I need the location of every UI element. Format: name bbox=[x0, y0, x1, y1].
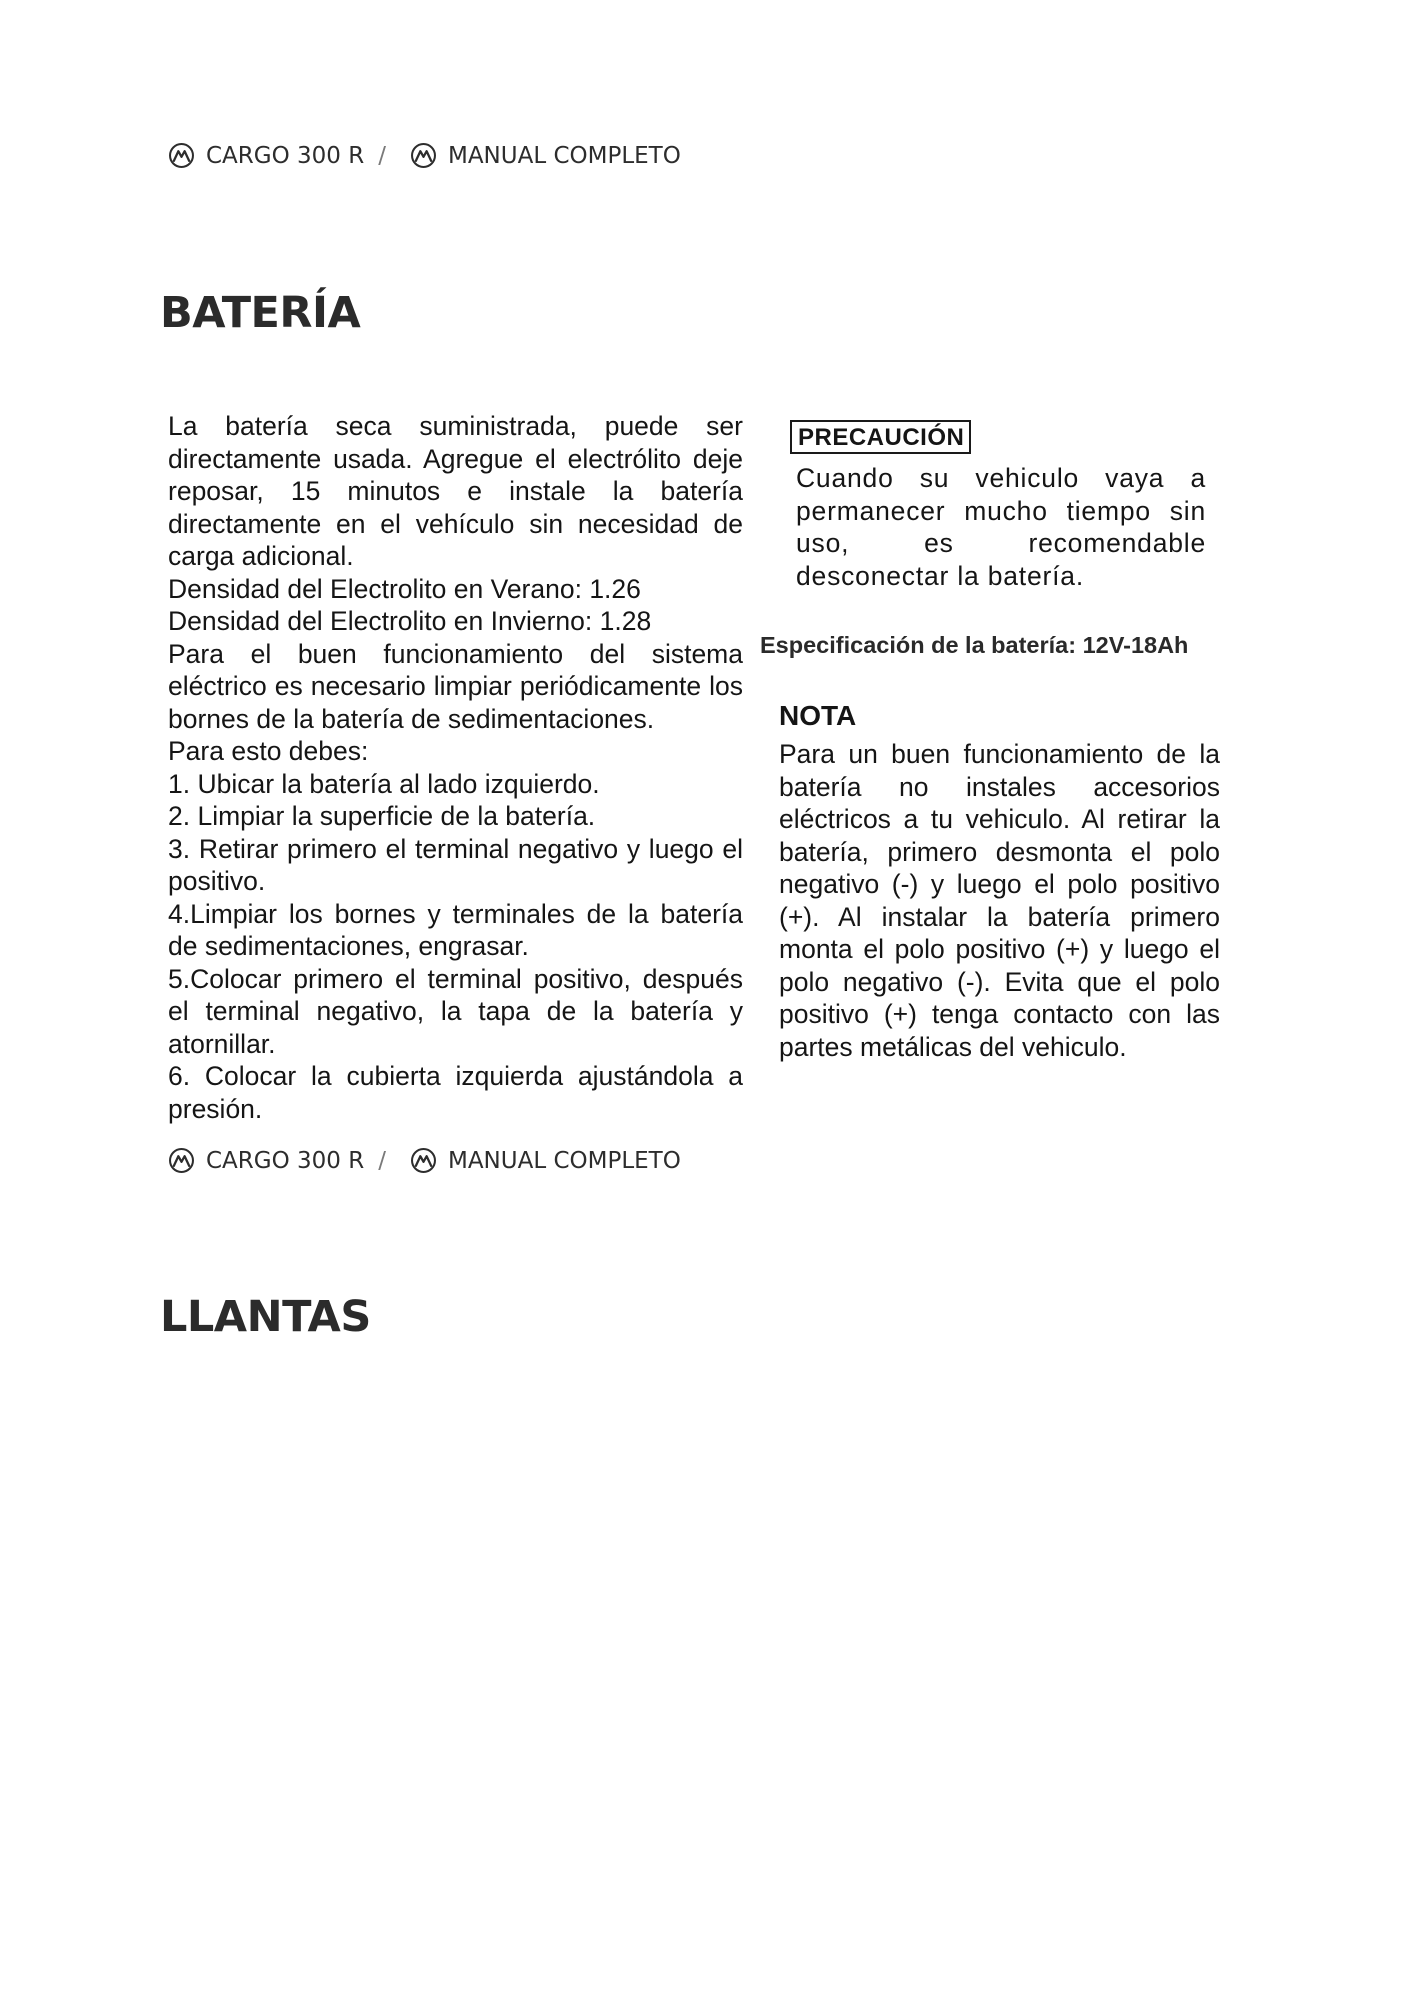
density-winter: Densidad del Electrolito en Invierno: 1.28 bbox=[168, 606, 652, 636]
breadcrumb-manual-label: MANUAL COMPLETO bbox=[447, 142, 681, 169]
caution-text: Cuando su vehiculo vaya a permanecer mucho tiempo sin uso, es recomendable desconectar la batería. bbox=[796, 463, 1206, 591]
section-title-llantas: LLANTAS bbox=[160, 1292, 371, 1342]
step-item: 2. Limpiar la superficie de la batería. bbox=[168, 801, 596, 831]
note-text: Para un buen funcionamiento de la batería no instales accesorios eléctricos a tu vehiculo. Al retirar la batería, primero desmonta el polo negativo (-) y luego el polo positivo (+). Al instalar la batería primero monta el polo positivo (+) y luego el polo negativo (-). Evita que el polo positivo (+) tenga contacto con las partes metálicas del vehiculo. bbox=[779, 739, 1220, 1062]
breadcrumb-item-manual[interactable] bbox=[410, 142, 681, 169]
battery-instructions bbox=[168, 410, 743, 1125]
step-item: 5.Colocar primero el terminal positivo, después el terminal negativo, la tapa de la batería y atornillar. bbox=[168, 963, 743, 1059]
breadcrumb-manual-label: MANUAL COMPLETO bbox=[447, 1147, 681, 1174]
brand-logo-icon bbox=[410, 142, 437, 169]
step-item: 1. Ubicar la batería al lado izquierdo. bbox=[168, 768, 600, 799]
density-summer: Densidad del Electrolito en Verano: 1.26 bbox=[168, 573, 641, 604]
breadcrumb-model-label: CARGO 300 R bbox=[206, 142, 365, 169]
breadcrumb-item-manual[interactable] bbox=[410, 1147, 681, 1174]
breadcrumb bbox=[168, 1147, 681, 1174]
battery-intro-paragraph: La batería seca suministrada, puede ser directamente usada. Agregue el electrólito deje reposar, 15 minutos e instale la batería directamente en el vehículo sin necesidad de carga adicional. bbox=[168, 411, 743, 571]
note-title: NOTA bbox=[779, 700, 857, 731]
breadcrumb-separator: / bbox=[378, 1147, 386, 1174]
step-item: 4.Limpiar los bornes y terminales de la batería de sedimentaciones, engrasar. bbox=[168, 898, 743, 961]
breadcrumb-model-label: CARGO 300 R bbox=[206, 1147, 365, 1174]
breadcrumb-separator: / bbox=[378, 142, 386, 169]
battery-spec: Especificación de la batería: 12V-18Ah bbox=[760, 632, 1189, 658]
section-title-bateria: BATERÍA bbox=[160, 288, 361, 338]
step-item: 6. Colocar la cubierta izquierda ajustándola a presión. bbox=[168, 1061, 743, 1124]
steps-intro: Para esto debes: bbox=[168, 736, 369, 766]
caution-label: PRECAUCIÓN bbox=[790, 420, 971, 454]
brand-logo-icon bbox=[168, 142, 195, 169]
step-item: 3. Retirar primero el terminal negativo y luego el positivo. bbox=[168, 833, 743, 896]
breadcrumb-item-model[interactable] bbox=[168, 142, 364, 169]
brand-logo-icon bbox=[168, 1147, 195, 1174]
brand-logo-icon bbox=[410, 1147, 437, 1174]
breadcrumb-item-model[interactable] bbox=[168, 1147, 364, 1174]
maintenance-paragraph: Para el buen funcionamiento del sistema eléctrico es necesario limpiar periódicamente los bornes de la batería de sedimentaciones. bbox=[168, 638, 743, 734]
breadcrumb bbox=[168, 142, 681, 169]
